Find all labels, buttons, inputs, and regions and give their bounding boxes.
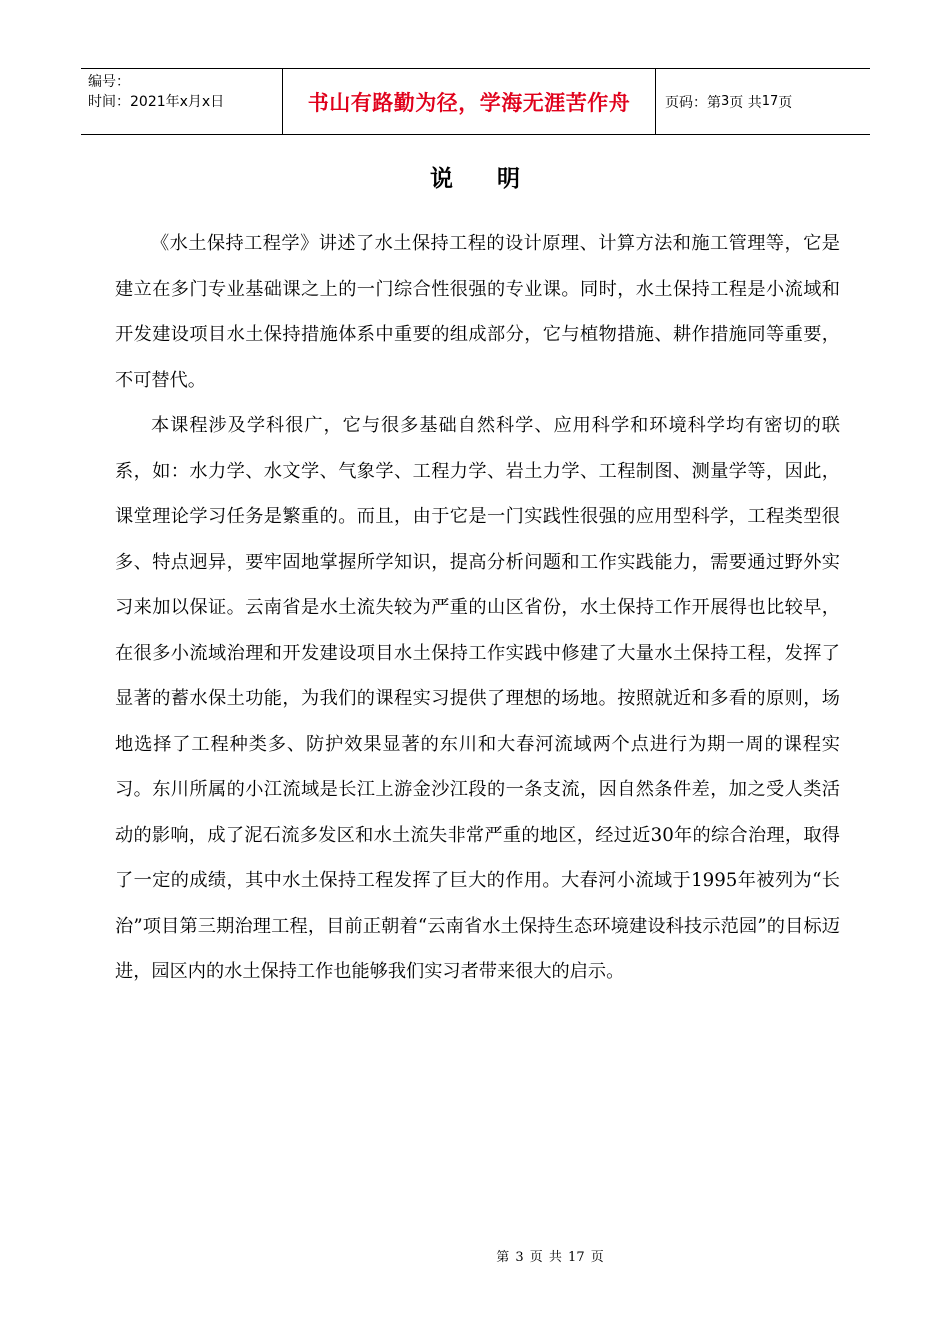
paragraph: 《水土保持工程学》讲述了水土保持工程的设计原理、计算方法和施工管理等，它是建立在多门专业基础课之上的一门综合性很强的专业课。同时，水土保持工程是小流域和开发建设项目水土保持措施体系中重要的组成部分，它与植物措施、耕作措施同等重要，不可替代。 [115, 233, 840, 391]
serial-number-label: 编号： [88, 74, 130, 90]
header-meta-cell [81, 69, 283, 134]
header-page-cell [656, 69, 870, 134]
header-motto-cell [283, 69, 656, 134]
motto-text: 书山有路勤为径，学海无涯苦作舟 [307, 90, 631, 115]
date-line: 时间：2021年x月x日 [88, 94, 225, 110]
page-total: 17 [761, 94, 779, 109]
page-label: 页码：第 [665, 94, 721, 111]
document-title: 说明 [430, 166, 564, 192]
page-end: 页 [778, 94, 793, 111]
page-footer: 第 3 页 共 17 页 [496, 1250, 604, 1265]
page-current: 3 [721, 94, 730, 109]
page-mid: 页 共 [729, 94, 762, 111]
page-header [81, 68, 870, 135]
paragraph: 本课程涉及学科很广，它与很多基础自然科学、应用科学和环境科学均有密切的联系，如：水力学、水文学、气象学、工程力学、岩土力学、工程制图、测量学等，因此，课堂理论学习任务是繁重的。而且，由于它是一门实践性很强的应用型科学，工程类型很多、特点迥异，要牢固地掌握所学知识，提高分析问题和工作实践能力，需要通过野外实习来加以保证。云南省是水土流失较为严重的山区省份，水土保持工作开展得也比较早，在很多小流域治理和开发建设项目水土保持工作实践中修建了大量水土保持工程，发挥了显著的蓄水保土功能，为我们的课程实习提供了理想的场地。按照就近和多看的原则，场地选择了工程种类多、防护效果显著的东川和大春河流域两个点进行为期一周的课程实习。东川所属的小江流域是长江上游金沙江段的一条支流，因自然条件差，加之受人类活动的影响，成了泥石流多发区和水土流失非常严重的地区，经过近30年的综合治理，取得了一定的成绩，其中水土保持工程发挥了巨大的作用。大春河小流域于1995年被列为“长治”项目第三期治理工程，目前正朝着“云南省水土保持生态环境建设科技示范园”的目标迈进，园区内的水土保持工作也能够我们实习者带来很大的启示。 [115, 415, 840, 982]
document-body [115, 221, 840, 995]
